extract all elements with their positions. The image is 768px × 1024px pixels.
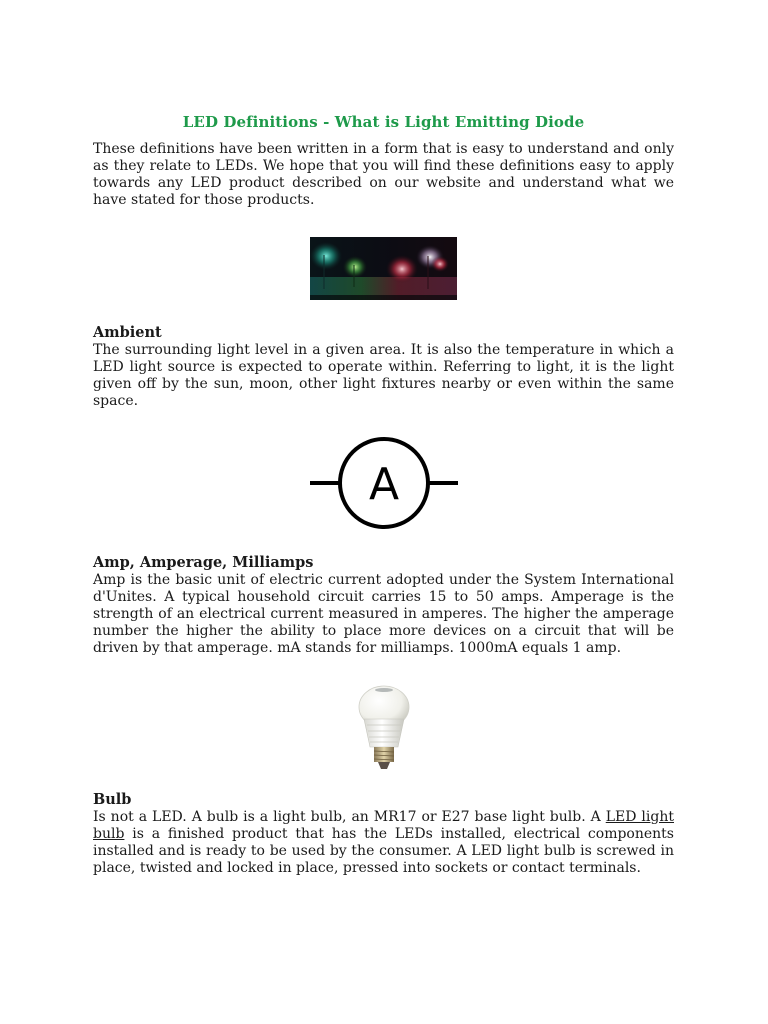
page-title: LED Definitions - What is Light Emitting Diode: [182, 113, 585, 131]
document-page: [93, 113, 674, 877]
intro-paragraph: These definitions have been written in a form that is easy to understand and only as they relate to LEDs. We hope that you will find these definitions easy to apply towards any LED product described on our website and understand what we have stated for those products.: [93, 141, 674, 208]
ammeter-label: A: [368, 459, 399, 510]
section-heading-amp: Amp, Amperage, Milliamps: [93, 554, 314, 571]
bulb-body-start: Is not a LED. A bulb is a light bulb, an MR17 or E27 base light bulb. A: [93, 809, 606, 825]
street-lights-figure: [93, 237, 674, 300]
ammeter-figure: [93, 436, 674, 530]
section-heading-bulb: Bulb: [93, 791, 132, 808]
street-lights-image: [310, 237, 457, 300]
section-body-amp: Amp is the basic unit of electric current adopted under the System International d'Unites. A typical household circuit carries 15 to 50 amps. Amperage is the strength of an electrical current measured in amperes. The higher the amperage number the higher the ability to place more devices on a circuit that will be driven by that amperage. mA stands for milliamps. 1000mA equals 1 amp.: [93, 572, 674, 656]
section-body-bulb: [93, 809, 674, 877]
bulb-body-end: is a finished product that has the LEDs installed, electrical components installed and is ready to be used by the consumer. A LED light bulb is screwed in place, twisted and locked in place, pressed into sockets or contact terminals.: [93, 826, 674, 876]
led-light-bulb-link[interactable]: LED light bulb: [93, 809, 674, 842]
led-bulb-figure: [93, 685, 674, 771]
led-bulb-icon: [358, 685, 410, 771]
section-body-ambient: The surrounding light level in a given area. It is also the temperature in which a LED light source is expected to operate within. Referring to light, it is the light given off by the sun, moon, other light fixtures nearby or even within the same space.: [93, 342, 674, 409]
ammeter-symbol-icon: [310, 436, 458, 530]
section-heading-ambient: Ambient: [93, 324, 162, 341]
